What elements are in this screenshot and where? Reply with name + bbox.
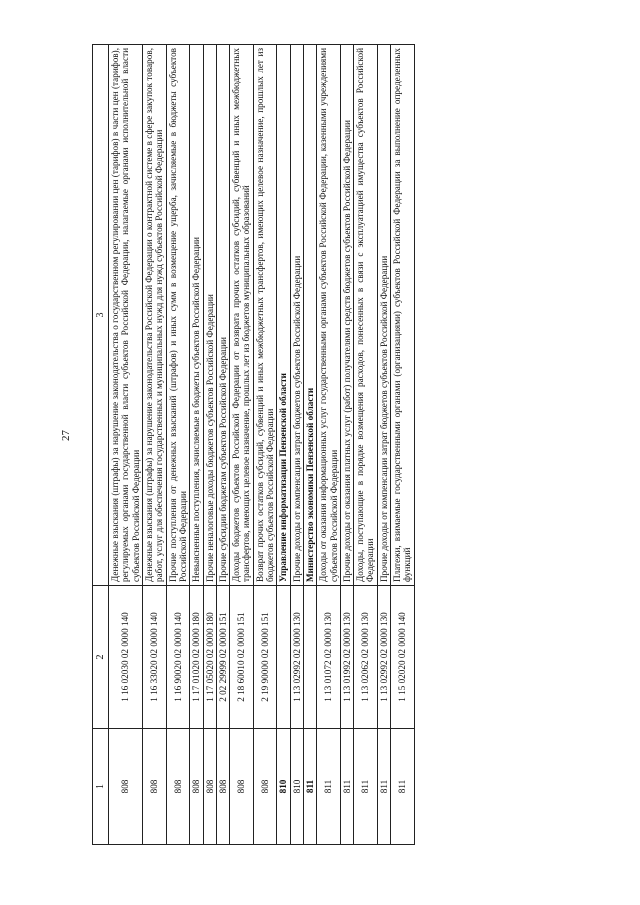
revenue-name-cell: Платежи, взимаемые государственными органами (организациями) субъектов Российской Федерации за выполнение определенных функций [391, 45, 415, 586]
revenue-name-cell: Возврат прочих остатков субсидий, субвенций и иных межбюджетных трансфертов, имеющих целевое назначение, прошлых лет из бюджетов субъектов Российской Федерации [253, 45, 277, 586]
revenue-name-cell: Денежные взыскания (штрафы) за нарушение законодательства о государственном регулировании цен (тарифов) в части цен (тарифов), регулируемых органами государственной власти субъектов Российской Федерации, налагаемые органами исполнительной власти субъектов Российской Федерации [109, 45, 143, 586]
table-row [253, 45, 277, 845]
table-row [230, 45, 254, 845]
admin-code-cell: 808 [216, 729, 229, 845]
revenue-name-cell: Прочие доходы от компенсации затрат бюджетов субъектов Российской Федерации [290, 45, 303, 586]
revenue-code-cell: 2 02 29999 02 0000 151 [216, 586, 229, 729]
column-header-2: 2 [93, 586, 109, 729]
revenue-code-cell [303, 586, 316, 729]
admin-code-cell: 810 [290, 729, 303, 845]
table-row [166, 45, 190, 845]
table-row [109, 45, 143, 845]
revenue-code-cell: 1 16 33020 02 0000 140 [143, 586, 167, 729]
revenue-code-cell: 1 16 90020 02 0000 140 [166, 586, 190, 729]
revenue-name-cell: Доходы бюджетов субъектов Российской Федерации от возврата прочих остатков субсидий, субвенций и иных межбюджетных трансфертов, имеющих целевое назначение, прошлых лет из бюджетов муниципальных образований [230, 45, 254, 586]
column-header-1: 1 [93, 729, 109, 845]
revenue-name-cell: Денежные взыскания (штрафы) за нарушение законодательства Российской Федерации о контрактной системе в сфере закупок товаров, работ, услуг для обеспечения государственных и муниципальных нужд для нужд субъектов Российской Федерации [143, 45, 167, 586]
revenue-name-cell: Прочие субсидии бюджетам субъектов Российской Федерации [216, 45, 229, 586]
table-section-row [277, 45, 290, 845]
revenue-code-cell: 2 18 60010 02 0000 151 [230, 586, 254, 729]
revenue-codes-table [92, 44, 415, 845]
revenue-code-cell: 1 13 01072 02 0000 130 [317, 586, 341, 729]
revenue-code-cell: 1 13 02992 02 0000 130 [377, 586, 390, 729]
admin-code-cell: 810 [277, 729, 290, 845]
admin-code-cell: 808 [190, 729, 203, 845]
table-row [391, 45, 415, 845]
table-row [340, 45, 353, 845]
admin-code-cell: 808 [253, 729, 277, 845]
revenue-code-cell [277, 586, 290, 729]
admin-code-cell: 811 [303, 729, 316, 845]
admin-code-cell: 811 [377, 729, 390, 845]
revenue-name-cell: Прочие доходы от оказания платных услуг (работ) получателями средств бюджетов субъектов Российской Федерации [340, 45, 353, 586]
revenue-name-cell: Прочие доходы от компенсации затрат бюджетов субъектов Российской Федерации [377, 45, 390, 586]
revenue-name-cell: Доходы от оказания информационных услуг государственными органами субъектов Российской Федерации, казенными учреждениями субъектов Российской Федерации [317, 45, 341, 586]
admin-code-cell: 808 [166, 729, 190, 845]
revenue-name-cell: Прочие поступления от денежных взысканий (штрафов) и иных сумм в возмещение ущерба, зачисляемые в бюджеты субъектов Российской Федерации [166, 45, 190, 586]
admin-code-cell: 811 [317, 729, 341, 845]
admin-code-cell: 808 [230, 729, 254, 845]
column-header-3: 3 [93, 45, 109, 586]
revenue-code-cell: 1 13 01992 02 0000 130 [340, 586, 353, 729]
revenue-name-cell: Управление информатизации Пензенской области [277, 45, 290, 586]
table-row [354, 45, 378, 845]
table-row [290, 45, 303, 845]
revenue-code-cell: 1 15 02020 02 0000 140 [391, 586, 415, 729]
admin-code-cell: 808 [203, 729, 216, 845]
revenue-code-cell: 1 17 05020 02 0000 180 [203, 586, 216, 729]
admin-code-cell: 811 [391, 729, 415, 845]
revenue-code-cell: 1 13 02062 02 0000 130 [354, 586, 378, 729]
revenue-name-cell: Министерство экономики Пензенской области [303, 45, 316, 586]
admin-code-cell: 808 [109, 729, 143, 845]
revenue-code-cell: 1 16 02030 02 0000 140 [109, 586, 143, 729]
admin-code-cell: 808 [143, 729, 167, 845]
revenue-code-cell: 1 13 02992 02 0000 130 [290, 586, 303, 729]
table-row [143, 45, 167, 845]
table-row [203, 45, 216, 845]
page-number: 27 [60, 430, 72, 441]
table-section-row [303, 45, 316, 845]
rotated-table-container [92, 45, 415, 845]
table-row [216, 45, 229, 845]
admin-code-cell: 811 [354, 729, 378, 845]
table-row [377, 45, 390, 845]
revenue-code-cell: 2 19 90000 02 0000 151 [253, 586, 277, 729]
table-row [317, 45, 341, 845]
revenue-name-cell: Прочие неналоговые доходы бюджетов субъектов Российской Федерации [203, 45, 216, 586]
revenue-name-cell: Доходы, поступающие в порядке возмещения расходов, понесенных в связи с эксплуатацией имущества субъектов Российской Федерации [354, 45, 378, 586]
admin-code-cell: 811 [340, 729, 353, 845]
table-row [190, 45, 203, 845]
table-header-row [93, 45, 109, 845]
revenue-code-cell: 1 17 01020 02 0000 180 [190, 586, 203, 729]
revenue-name-cell: Невыясненные поступления, зачисляемые в бюджеты субъектов Российской Федерации [190, 45, 203, 586]
